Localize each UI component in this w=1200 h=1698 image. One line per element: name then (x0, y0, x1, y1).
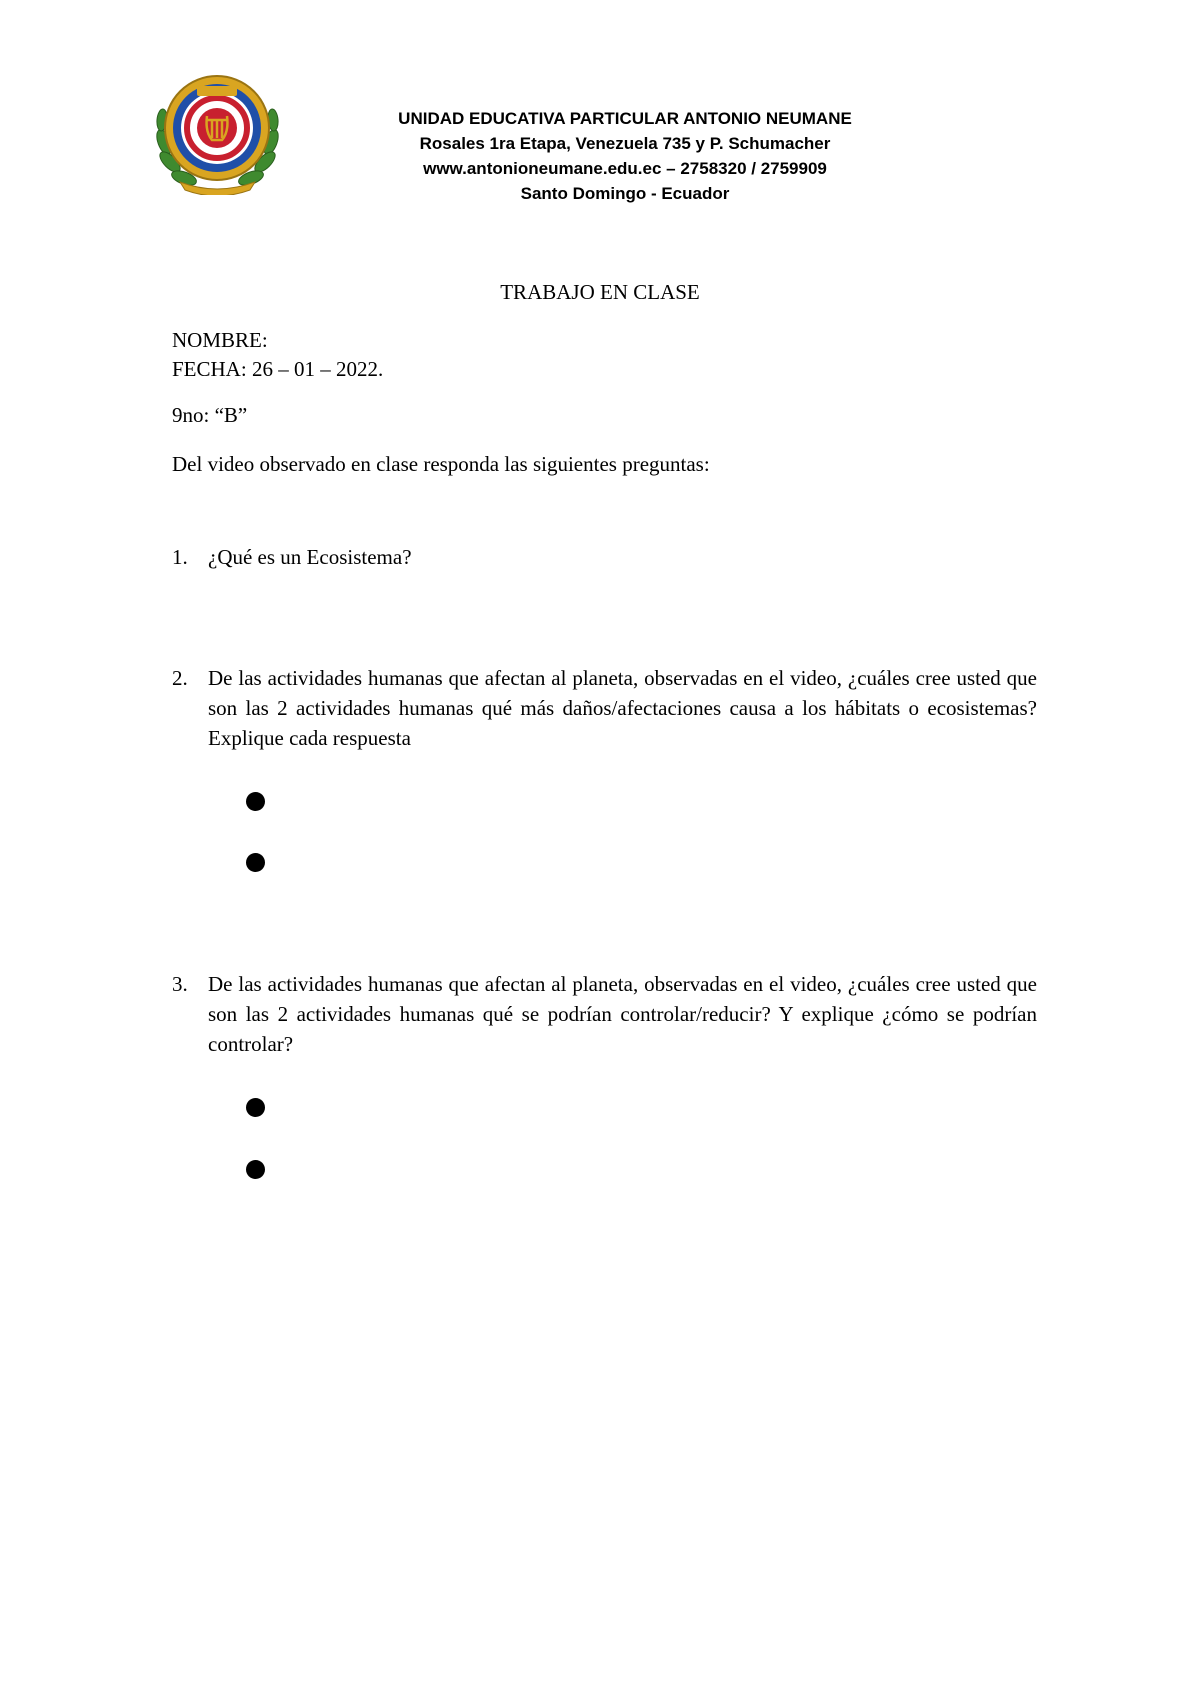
bullet-point (246, 1098, 265, 1117)
school-city: Santo Domingo - Ecuador (520, 184, 730, 203)
bullet-point (246, 792, 265, 811)
school-address: Rosales 1ra Etapa, Venezuela 735 y P. Schumacher (419, 134, 831, 153)
date-field (172, 354, 383, 384)
question-text: De las actividades humanas que afectan al planeta, observadas en el video, ¿cuáles cree usted que son las 2 actividades humanas qué se podrían controlar/reducir? Y explique ¿cómo se podrían controlar? (208, 972, 1037, 1056)
school-name: UNIDAD EDUCATIVA PARTICULAR ANTONIO NEUMANE (398, 109, 852, 128)
question-number: 3. (172, 972, 188, 996)
question-text: De las actividades humanas que afectan al planeta, observadas en el video, ¿cuáles cree usted que son las 2 actividades humanas qué más daños/afectaciones causa a los hábitats o ecosistemas? Explique cada respuesta (208, 666, 1037, 750)
bullet-point (246, 853, 265, 872)
question-text: ¿Qué es un Ecosistema? (208, 545, 412, 569)
question-number: 1. (172, 545, 188, 569)
date-value: 26 – 01 – 2022. (251, 357, 384, 381)
school-contact: www.antonioneumane.edu.ec – 2758320 / 2759909 (423, 159, 827, 178)
question-2 (172, 663, 1037, 753)
name-label: NOMBRE: (172, 328, 268, 352)
bullet-point (246, 1160, 265, 1179)
school-header (300, 106, 950, 206)
date-label: FECHA: (172, 357, 247, 381)
name-field (172, 325, 268, 355)
document-title: TRABAJO EN CLASE (500, 280, 700, 304)
question-number: 2. (172, 666, 188, 690)
school-crest-logo (150, 70, 285, 195)
grade-field: 9no: “B” (172, 403, 248, 427)
question-3 (172, 969, 1037, 1059)
instruction-text: Del video observado en clase responda las siguientes preguntas: (172, 452, 710, 476)
question-1 (172, 542, 1037, 572)
